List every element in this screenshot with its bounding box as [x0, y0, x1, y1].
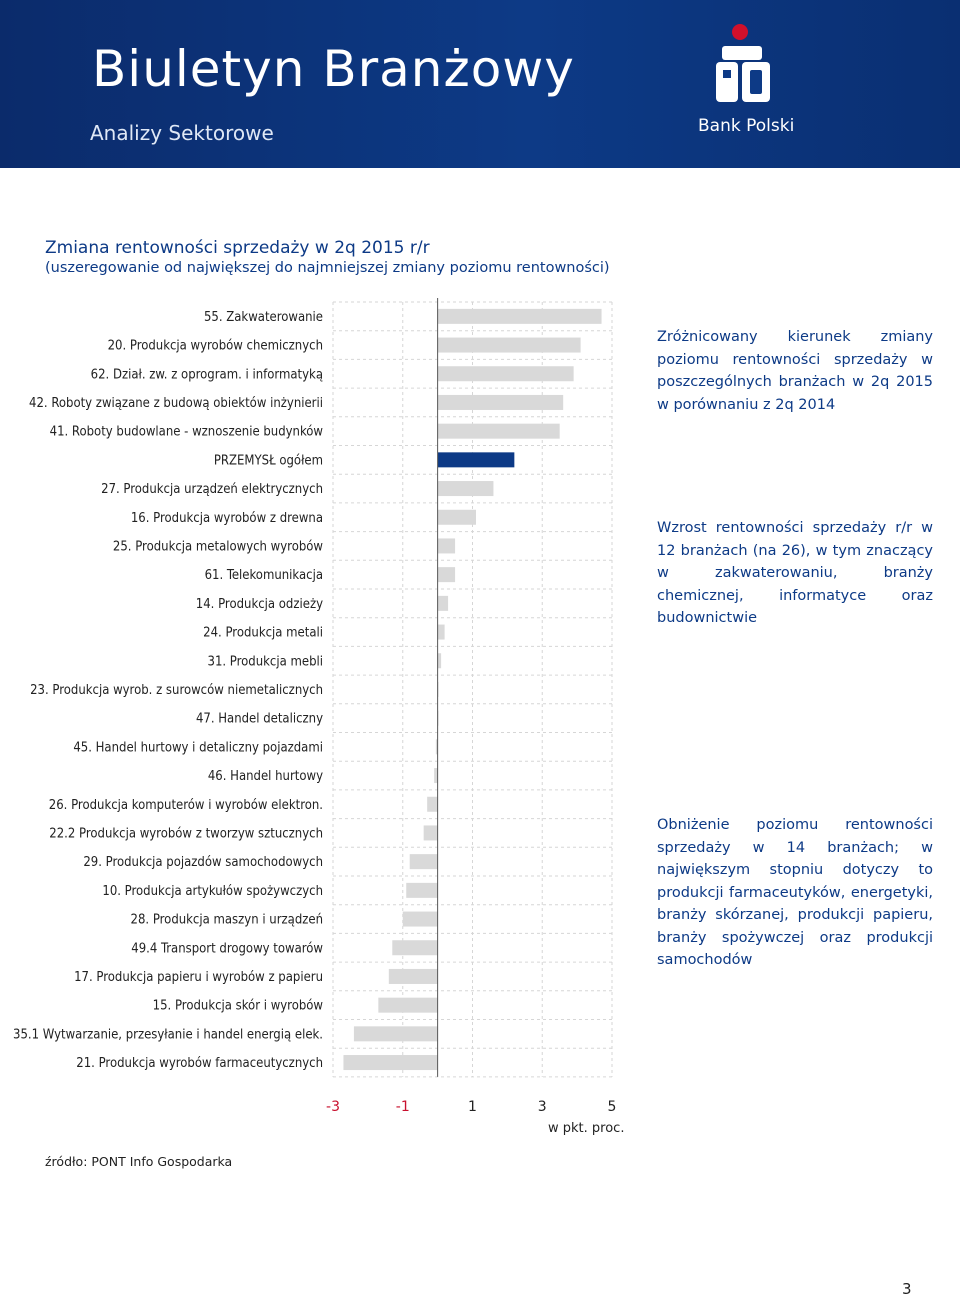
page-number: 3	[902, 1280, 912, 1298]
category-label: 61. Telekomunikacja	[204, 568, 323, 584]
category-label: 21. Produkcja wyrobów farmaceutycznych	[76, 1056, 323, 1072]
category-label: 42. Roboty związane z budową obiektów inżynierii	[29, 395, 323, 411]
bar	[434, 768, 437, 783]
bar	[403, 912, 438, 927]
chart-subtitle: (uszeregowanie od największej do najmniejszej zmiany poziomu rentowności)	[45, 260, 610, 276]
category-label: 17. Produkcja papieru i wyrobów z papieru	[74, 969, 323, 985]
bar	[354, 1026, 438, 1041]
bar	[438, 338, 581, 353]
bulletin-subtitle: Analizy Sektorowe	[90, 121, 274, 145]
category-label: 35.1 Wytwarzanie, przesyłanie i handel energią elek.	[13, 1027, 323, 1043]
comment-decrease: Obniżenie poziomu rentowności sprzedaży w 14 branżach; w największym stopniu dotyczy to produkcji farmaceutyków, energetyki, branży skórzanej, produkcji papieru, branży spożywczej oraz produkcji samochodów	[657, 817, 933, 968]
bar	[438, 653, 441, 668]
x-tick-label: -1	[395, 1098, 410, 1115]
x-tick-label: -3	[326, 1098, 340, 1115]
bar	[438, 424, 560, 439]
bar	[438, 309, 602, 324]
category-label: 62. Dział. zw. z oprogram. i informatyką	[90, 367, 323, 383]
category-label: PRZEMYSŁ ogółem	[213, 453, 323, 469]
category-label: 25. Produkcja metalowych wyrobów	[112, 539, 323, 555]
bar	[438, 481, 494, 496]
category-label: 10. Produkcja artykułów spożywczych	[102, 883, 323, 899]
bar	[406, 883, 437, 898]
category-label: 23. Produkcja wyrob. z surowców niemetalicznych	[30, 682, 323, 698]
category-label: 46. Handel hurtowy	[207, 769, 323, 785]
bar	[438, 538, 455, 553]
category-label: 31. Produkcja mebli	[207, 654, 323, 670]
bar	[438, 596, 448, 611]
category-label: 41. Roboty budowlane - wznoszenie budynków	[49, 424, 323, 440]
source-note: źródło: PONT Info Gospodarka	[45, 1154, 233, 1169]
pko-logo-icon	[712, 22, 776, 108]
x-axis-unit-label: w pkt. proc.	[548, 1121, 625, 1136]
category-label: 49.4 Transport drogowy towarów	[131, 941, 323, 957]
bar	[438, 452, 515, 467]
x-tick-label: 1	[468, 1098, 477, 1115]
logo-text: Bank Polski	[698, 116, 795, 136]
bar	[378, 998, 437, 1013]
bar	[427, 797, 437, 812]
category-label: 55. Zakwaterowanie	[203, 309, 323, 325]
category-label: 24. Produkcja metali	[203, 625, 323, 641]
category-label: 47. Handel detaliczny	[195, 711, 323, 727]
category-label: 29. Produkcja pojazdów samochodowych	[83, 855, 323, 871]
x-tick-label: 3	[537, 1098, 547, 1115]
category-label: 28. Produkcja maszyn i urządzeń	[130, 912, 323, 928]
bar	[438, 510, 476, 525]
category-label: 22.2 Produkcja wyrobów z tworzyw sztucznych	[49, 826, 323, 842]
category-label: 27. Produkcja urządzeń elektrycznych	[101, 482, 323, 498]
bar	[343, 1055, 437, 1070]
category-label: 26. Produkcja komputerów i wyrobów elektron.	[48, 797, 323, 813]
bulletin-title: Biuletyn Branżowy	[92, 40, 575, 98]
bar	[410, 854, 438, 869]
bar	[392, 940, 437, 955]
category-label: 45. Handel hurtowy i detaliczny pojazdami	[73, 740, 323, 756]
bar	[438, 567, 455, 582]
x-tick-label: 5	[607, 1098, 617, 1115]
category-label: 15. Produkcja skór i wyrobów	[152, 998, 323, 1014]
profitability-bar-chart	[0, 290, 640, 1120]
category-label: 20. Produkcja wyrobów chemicznych	[107, 338, 323, 354]
bar	[438, 366, 574, 381]
chart-title: Zmiana rentowności sprzedaży w 2q 2015 r/r	[45, 238, 430, 258]
category-label: 14. Produkcja odzieży	[195, 596, 323, 612]
bar	[438, 395, 564, 410]
bar	[438, 625, 445, 640]
bar	[389, 969, 438, 984]
bar	[424, 825, 438, 840]
comment-increase: Wzrost rentowności sprzedaży r/r w 12 branżach (na 26), w tym znaczący w zakwaterowaniu, branży chemicznej, informatyce oraz budownictwie	[657, 520, 933, 626]
comment-mixed-direction: Zróżnicowany kierunek zmiany poziomu rentowności sprzedaży w poszczególnych branżach w 2q 2015 w porównaniu z 2q 2014	[657, 329, 933, 413]
header-banner	[0, 0, 960, 168]
category-label: 16. Produkcja wyrobów z drewna	[130, 510, 323, 526]
